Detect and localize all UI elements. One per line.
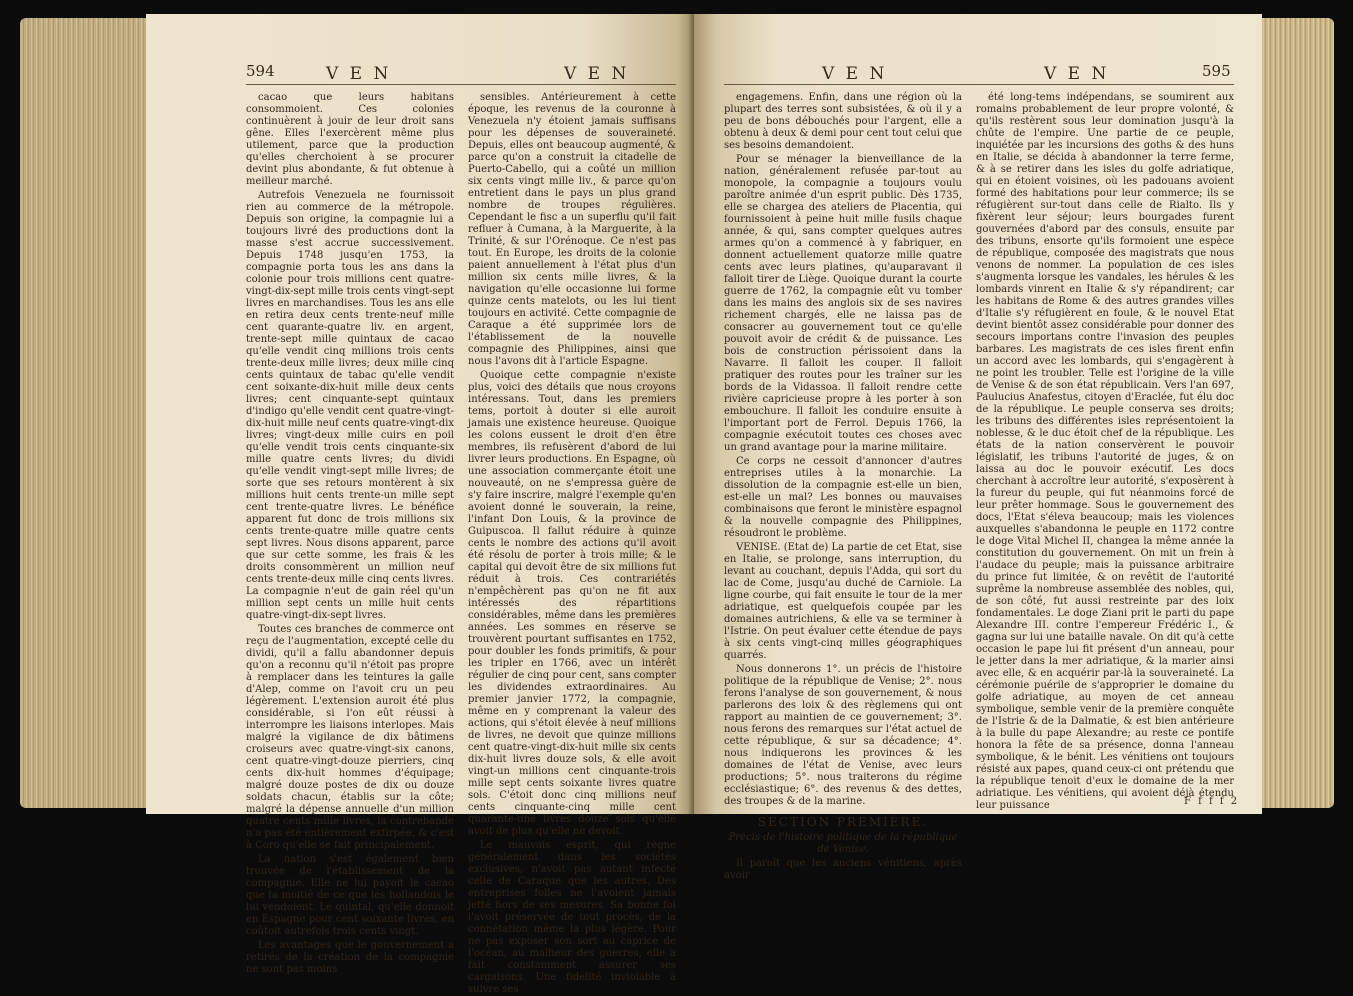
paragraph: été long-tems indépendans, se soumirent aux romains probablement de leur propre volonté, & qu'ils restèrent sous leur domination jusqu'à la chûte de l'empire. Une partie de ce peuple, inquiétée par les incursions des goths & des huns en Italie, se décida à abandonner la terre ferme, & à se retirer dans les isles du golfe adriatique, qui en étoient voisines, où les padouans avoient formé des habitations pour leur commerce; ils se réfugièrent sur-tout dans celle de Rialto. Ils y fixèrent leur séjour; leurs bourgades furent gouvernées d'abord par des consuls, ensuite par des tribuns, ensorte qu'ils formoient une espèce de république, composée des magistrats que nous venons de nommer. La population de ces isles s'augmenta lorsque les vandales, les hérules & les lombards vinrent en Italie & s'y répandirent; car les habitans de Rome & des autres grandes villes d'Italie s'y réfugièrent en foule, & le nouvel Etat devint bientôt assez considérable pour donner des secours importans contre l'invasion des peuples barbares. Les magistrats de ces isles firent enfin un accord avec les lombards, qui s'engagèrent à ne point les troubler. Telle est l'origine de la ville de Venise & de son état républicain. Vers l'an 697, Paulucius Anafestus, citoyen d'Eraclée, fut élu doc de la république. Le peuple conserva ses droits; les tribuns des différentes isles représentoient la noblesse, & le duc étoit chef de la république. Les états de la nation conservèrent le pouvoir législatif, les tribuns l'autorité de juges, & on laissa au doc le pouvoir exécutif. Les docs cherchant à accroître leur autorité, s'exposèrent à la fureur du peuple, qui fut néanmoins forcé de leur prêter hommage. Sous le gouvernement des docs, l'Etat s'éleva beaucoup; mais les violences auxquelles s'abandonna le peuple en 1172 contre le doge Vital Michel II, changea la même année la constitution du gouvernement. On mit un frein à l'audace du peuple; mais la puissance arbitraire du prince fut limitée, & on revêtit de l'autorité suprême la nombreuse assemblée des nobles, qui, de son côté, fut aussi restreinte par des loix fondamentales. Le doge Ziani prit le parti du pape Alexandre III. contre l'empereur Frédéric I., & gagna sur lui une bataille navale. On dit qu'à cette occasion le pape lui fit présent d'un anneau, pour le jetter dans la mer adriatique, & la marier ainsi avec elle, & en acquérir par-là la souveraineté. La cérémonie puérile de s'approprier le domaine du golfe adriatique, au moyen de cet anneau symbolique, semble venir de la première conquête de l'Istrie & de la Dalmatie, & est bien antérieure à la bulle du pape Alexandre; au reste ce pontife honora la fête de sa présence, donna l'anneau symbolique, & le bénit. Les vénitiens ont toujours résisté aux papes, quand ceux-ci ont prétendu que la république tenoit d'eux le domaine de la mer adriatique. Les vénitiens, qui avoient déjà étendu leur puissance bbox=[976, 92, 1234, 811]
paragraph: Ce corps ne cessoit d'annoncer d'autres entreprises utiles à la monarchie. La dissolution de la compagnie est-elle un bien, est-elle un mal? Les bonnes ou mauvaises combinaisons que feront le ministère espagnol & la nouvelle compagnie des Philippines, résoudront le problème. bbox=[724, 456, 962, 539]
section-title: SECTION PREMIÈRE. bbox=[757, 815, 929, 829]
right-column-1 bbox=[724, 92, 962, 881]
left-column-1 bbox=[246, 92, 454, 975]
paragraph: sensibles. Antérieurement à cette époque, les revenus de la couronne à Venezuela n'y étoient jamais suffisans pour les dépenses de souveraineté. Depuis, elles ont beaucoup augmenté, & parce qu'on a construit la citadelle de Puerto-Cabello, qui a coûté un million six cents vingt mille liv., & parce qu'on entretient dans le pays un plus grand nombre de troupes régulières. Cependant le fisc a un superflu qu'il fait refluer à Cumana, à la Marguerite, à la Trinité, & sur l'Orénoque. Ce n'est pas tout. En Europe, les droits de la colonie paient annuellement à l'état plus d'un million six cents mille livres, & la navigation qu'elle occasionne lui forme quinze cents matelots, ou les lui tient toujours en activité. Cette compagnie de Caraque a été supprimée lors de l'établissement de la nouvelle compagnie des Philippines, ainsi que nous l'avons dit à l'article Espagne. bbox=[468, 92, 676, 367]
right-page bbox=[694, 14, 1262, 881]
paragraph: VENISE. (Etat de) La partie de cet Etat, sise en Italie, se prolonge, sans interruption, du levant au couchant, depuis l'Adda, qui sort du lac de Come, jusqu'au duché de Carniole. La ligne courbe, qui fait ensuite le tour de la mer adriatique, est quelquefois coupée par les domaines autrichiens, & elle va se terminer à l'Istrie. On peut évaluer cette étendue de pays à six cents vingt-cinq milles géographiques quarrés. bbox=[724, 542, 962, 661]
left-page-edges bbox=[20, 18, 146, 808]
paragraph: engagemens. Enfin, dans une région où la plupart des terres sont subsistées, & où il y a peu de bons débouchés pour l'argent, elle a obtenu à deux & demi pour cent tout celui que ses besoins demandoient. bbox=[724, 92, 962, 151]
right-page-edges bbox=[1262, 18, 1334, 808]
left-running-head-col1: V E N bbox=[326, 64, 392, 84]
right-page-number: 595 bbox=[1202, 62, 1231, 80]
left-head-rule bbox=[246, 84, 676, 85]
paragraph: Toutes ces branches de commerce ont reçu de l'augmentation, excepté celle du dividi, qu'il a fallu abandonner depuis qu'on a reconnu qu'il n'étoit pas propre à remplacer dans les teintures la galle d'Alep, comme on l'avoit cru un peu légèrement. L'extension auroit été plus considérable, si l'on eût réussi à interrompre les liaisons interlopes. Mais malgré la vigilance de dix bâtimens croiseurs avec quatre-vingt-six canons, cent quatre-vingt-douze pierriers, cinq cents dix-huit hommes d'équipage; malgré douze postes de dix ou douze soldats chacun, établis sur la côte; malgré la dépense annuelle d'un million quatre cents mille livres, la contrebande n'a pas été entièrement extirpée, & c'est à Coro qu'elle se fait principalement. bbox=[246, 624, 454, 851]
left-column-2 bbox=[468, 92, 676, 995]
paragraph: Nous donnerons 1°. un précis de l'histoire politique de la république de Venise; 2°. nous ferons l'analyse de son gouvernement, & nous parlerons des loix & des règlemens qui ont rapport au maintien de ce gouvernement; 3°. nous ferons des remarques sur l'état actuel de cette république, & sur sa décadence; 4°. nous indiquerons les provinces & les domaines de l'état de Venise, avec leurs productions; 5°. nous traiterons du régime ecclésiastique; 6°. des revenus & des dettes, des troupes & de la marine. bbox=[724, 664, 962, 807]
paragraph: Autrefois Venezuela ne fournissoit rien au commerce de la métropole. Depuis son origine, la compagnie lui a toujours livré des productions dont la masse s'est accrue successivement. Depuis 1748 jusqu'en 1753, la compagnie porta tous les ans dans la colonie pour trois millions cent quatre-vingt-dix-sept mille trois cents vingt-sept livres en marchandises. Tous les ans elle en retira deux cents trente-neuf mille cent quarante-quatre liv. en argent, trente-sept mille quintaux de cacao qu'elle vendit cinq millions trois cents trente-deux mille livres; deux mille cinq cents quintaux de tabac qu'elle vendit cent soixante-dix-huit mille deux cents livres; cent cinquante-sept quintaux d'indigo qu'elle vendit cent quatre-vingt-dix-huit mille neuf cents quatre-vingt-dix livres; vingt-deux mille cuirs en poil qu'elle vendit trois cents cinquante-six mille quatre cents livres; du dividi qu'elle vendit vingt-sept mille livres; de sorte que ses retours montèrent à six millions huit cents trente-un mille sept cent trente-quatre livres. Le bénéfice apparent fut donc de trois millions six cents trente-quatre mille quatre cents sept livres. Nous disons apparent, parce que sur cette somme, les frais & les droits consommèrent un million neuf cents trente-deux mille cinq cents livres. La compagnie n'eut de gain réel qu'un million sept cents un mille huit cents quatre-vingt-dix-sept livres. bbox=[246, 190, 454, 621]
paragraph: Les avantages que le gouvernement a retirés de la création de la compagnie ne sont pas moins bbox=[246, 940, 454, 975]
paragraph: Pour se ménager la bienveillance de la nation, généralement refusée par-tout au monopole, la compagnie a toujours voulu paroître animée d'un esprit public. Dès 1735, elle se chargea des ateliers de Placentia, qui fournissoient à peine huit mille fusils chaque année, & qui, sans compter quelques autres armes qu'on a commencé à y fabriquer, en donnent actuellement quatorze mille quatre cents avec leurs platines, qu'auparavant il falloit tirer de Liège. Quoique durant la courte guerre de 1762, la compagnie eût vu tomber dans les mains des anglois six de ses navires richement chargés, elle ne laissa pas de consacrer au gouvernement tout ce qu'elle pouvoit avoir de crédit & de puissance. Les bois de construction périssoient dans la Navarre. Il falloit les couper. Il falloit pratiquer des routes pour les traîner sur les bords de la Vidassoa. Il falloit rendre cette rivière capricieuse propre à les porter à son embouchure. Il falloit les conduire ensuite à l'important port de Ferrol. Depuis 1766, la compagnie exécutoit toutes ces choses avec un grand avantage pour la marine militaire. bbox=[724, 154, 962, 453]
right-head-rule bbox=[724, 84, 1234, 85]
paragraph: Le mauvais esprit, qui règne généralement dans les sociétés exclusives, n'avoit pas autant infecté celle de Caraque que les autres. Des entreprises folles ne l'avoient jamais jetté hors de ses mesures. Sa bonne foi l'avoit préservée de tout procès, de la connétation même la plus légère. Pour ne pas exposer son sort au caprice de l'océan, au malheur des guerres, elle a fait constamment assurer ses cargaisons. Une fidélité inviolable à suivre ses bbox=[468, 840, 676, 995]
paragraph: cacao que leurs habitans consommoient. Ces colonies continuèrent à jouir de leur droit sans gêne. Elles l'exercèrent même plus utilement, parce que la production qu'elles cherchoient à se procurer devint plus abondante, & fut obtenue à meilleur marché. bbox=[246, 92, 454, 187]
right-running-head-col1: V E N bbox=[822, 64, 888, 84]
left-running-head-col2: V E N bbox=[564, 64, 630, 84]
section-subtitle: Précis de l'histoire politique de la république de Venise. bbox=[728, 832, 958, 855]
paragraph: La nation s'est également bien trouvée de l'établissement de la compagnie. Elle ne lui payoit le cacao que la moitié de ce que les hollandois le lui vendoient. Le quintal, qu'elle donnoit en Espagne pour cent soixante livres, en coûtoit autrefois trois cents vingt. bbox=[246, 854, 454, 937]
paragraph: Il paroît que les anciens vénitiens, après avoir bbox=[724, 858, 962, 881]
left-page-number: 594 bbox=[246, 62, 275, 80]
right-running-head-col2: V E N bbox=[1044, 64, 1110, 84]
signature-mark: F f f f 2 bbox=[1184, 796, 1240, 807]
left-page bbox=[146, 14, 694, 995]
paragraph: Quoique cette compagnie n'existe plus, voici des détails que nous croyons intéressans. Tout, dans les premiers tems, portoit à douter si elle auroit jamais une existence heureuse. Quoique les colons eussent le droit d'en être membres, ils refusèrent d'abord de lui livrer leurs productions. En Espagne, où une association commerçante étoit une nouveauté, on ne s'empressa guère de s'y faire inscrire, malgré l'exemple qu'en avoient donné le souverain, la reine, l'infant Don Louis, & la province de Guipuscoa. Il fallut réduire à quinze cents le nombre des actions qu'il avoit été résolu de porter à trois mille; & le capital qui devoit être de six millions fut réduit à trois. Ces contrariétés n'empêchèrent pas qu'on ne fit aux intéressés des répartitions considérables, même dans les premières années. Les sommes en réserve se trouvèrent pourtant suffisantes en 1752, pour doubler les fonds primitifs, & pour les tripler en 1766, avec un intérêt régulier de cinq pour cent, sans compter les dividendes extraordinaires. Au premier janvier 1772, la compagnie, même en y comprenant la valeur des actions, qui s'étoit élevée à neuf millions de livres, ne devoit que quinze millions cent quatre-vingt-dix-huit mille six cents dix-huit livres douze sols, & elle avoit vingt-un millions cent cinquante-trois mille sept cents soixante livres quatre sols. C'étoit donc cinq millions neuf cents cinquante-cinq mille cent quarante-une livres douze sols qu'elle avoit de plus qu'elle ne devoit. bbox=[468, 370, 676, 837]
